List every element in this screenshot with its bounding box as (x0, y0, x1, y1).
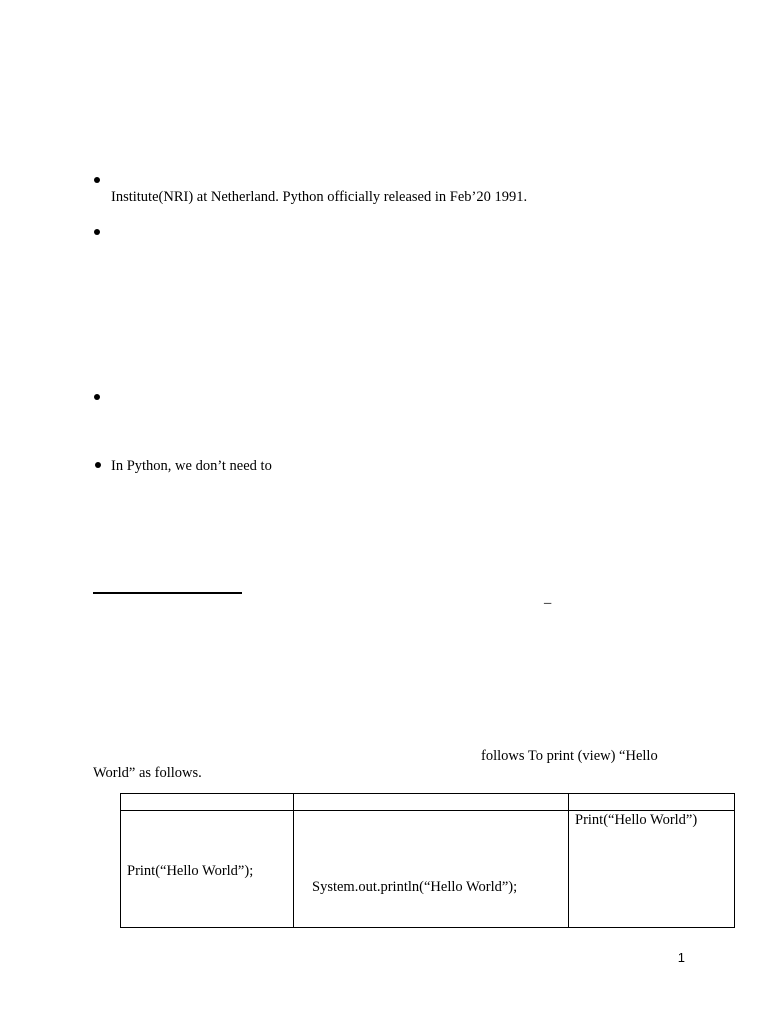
table-header-cell (569, 794, 735, 811)
table-cell (294, 811, 569, 928)
page-number: 1 (677, 950, 685, 965)
table-cell (569, 811, 735, 928)
table-header-cell (294, 794, 569, 811)
code-snippet-c: Print(“Hello World”); (127, 863, 254, 879)
table-header-row (121, 794, 735, 811)
code-snippet-python: Print(“Hello World”) (575, 812, 698, 828)
bullet-text: In Python, we don’t need to (111, 458, 272, 474)
code-snippet-java: System.out.println(“Hello World”); (312, 879, 518, 895)
bullet-marker (94, 229, 100, 235)
bullet-text: Institute(NRI) at Netherland. Python officially released in Feb’20 1991. (111, 189, 528, 205)
bullet-marker (94, 177, 100, 183)
bullet-marker (94, 394, 100, 400)
paragraph-line: follows To print (view) “Hello (481, 748, 658, 764)
bullet-marker (95, 462, 101, 468)
table-header-cell (121, 794, 294, 811)
code-comparison-table (120, 793, 735, 928)
table-cell (121, 811, 294, 928)
dash-mark: – (544, 595, 552, 611)
table-row (121, 811, 735, 928)
heading-underline (93, 592, 242, 594)
paragraph-line: World” as follows. (93, 765, 202, 781)
